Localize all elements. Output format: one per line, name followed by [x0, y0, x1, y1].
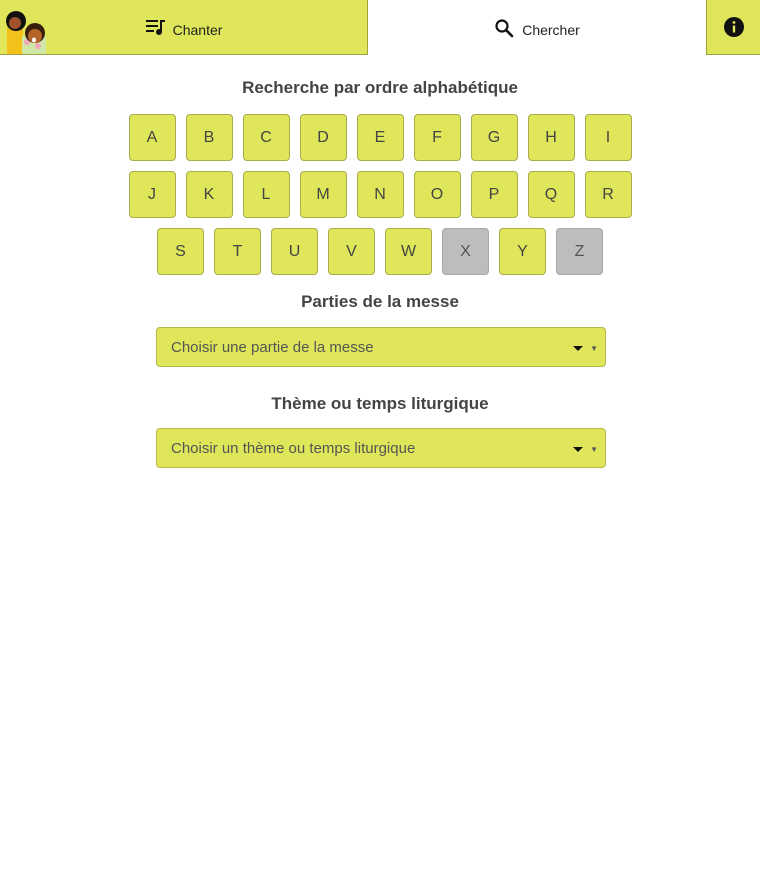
letter-button-h[interactable]: H [528, 114, 575, 161]
letter-button-f[interactable]: F [414, 114, 461, 161]
letter-row [0, 114, 760, 161]
letter-button-q[interactable]: Q [528, 171, 575, 218]
theme-select-value: Choisir un thème ou temps liturgique [171, 439, 416, 457]
letter-button-u[interactable]: U [271, 228, 318, 275]
letter-button-i[interactable]: I [585, 114, 632, 161]
playlist-music-icon [145, 18, 165, 36]
mass-part-select-value: Choisir une partie de la messe [171, 338, 374, 356]
chevron-down-icon: ▼ [590, 445, 598, 454]
tab-chanter-label: Chanter [172, 21, 223, 38]
letter-button-e[interactable]: E [357, 114, 404, 161]
tab-chanter[interactable] [0, 0, 368, 55]
tab-chercher[interactable] [368, 0, 706, 55]
singers-logo-icon [2, 6, 50, 54]
letter-button-b[interactable]: B [186, 114, 233, 161]
letter-button-y[interactable]: Y [499, 228, 546, 275]
letter-row [0, 171, 760, 218]
info-button[interactable] [706, 0, 760, 55]
tab-chercher-label: Chercher [522, 22, 580, 38]
letter-button-z: Z [556, 228, 603, 275]
top-navigation [0, 0, 760, 56]
letter-button-j[interactable]: J [129, 171, 176, 218]
theme-select[interactable] [156, 428, 606, 468]
letter-button-g[interactable]: G [471, 114, 518, 161]
theme-title: Thème ou temps liturgique [271, 394, 489, 413]
letter-button-d[interactable]: D [300, 114, 347, 161]
letter-row [0, 228, 760, 275]
info-icon [723, 16, 745, 38]
letter-button-x: X [442, 228, 489, 275]
letter-button-o[interactable]: O [414, 171, 461, 218]
caret-down-icon [573, 346, 583, 351]
chevron-down-icon: ▼ [590, 344, 598, 353]
letter-button-p[interactable]: P [471, 171, 518, 218]
letter-button-a[interactable]: A [129, 114, 176, 161]
letter-grid [0, 114, 760, 285]
letter-button-l[interactable]: L [243, 171, 290, 218]
mass-part-select[interactable] [156, 327, 606, 367]
caret-down-icon [573, 447, 583, 452]
letter-button-k[interactable]: K [186, 171, 233, 218]
letter-button-n[interactable]: N [357, 171, 404, 218]
letter-button-t[interactable]: T [214, 228, 261, 275]
letter-button-v[interactable]: V [328, 228, 375, 275]
alphabetical-search-title: Recherche par ordre alphabétique [242, 78, 518, 97]
search-icon [494, 18, 514, 38]
letter-button-r[interactable]: R [585, 171, 632, 218]
letter-button-m[interactable]: M [300, 171, 347, 218]
letter-button-s[interactable]: S [157, 228, 204, 275]
letter-button-w[interactable]: W [385, 228, 432, 275]
mass-parts-title: Parties de la messe [301, 292, 459, 311]
letter-button-c[interactable]: C [243, 114, 290, 161]
